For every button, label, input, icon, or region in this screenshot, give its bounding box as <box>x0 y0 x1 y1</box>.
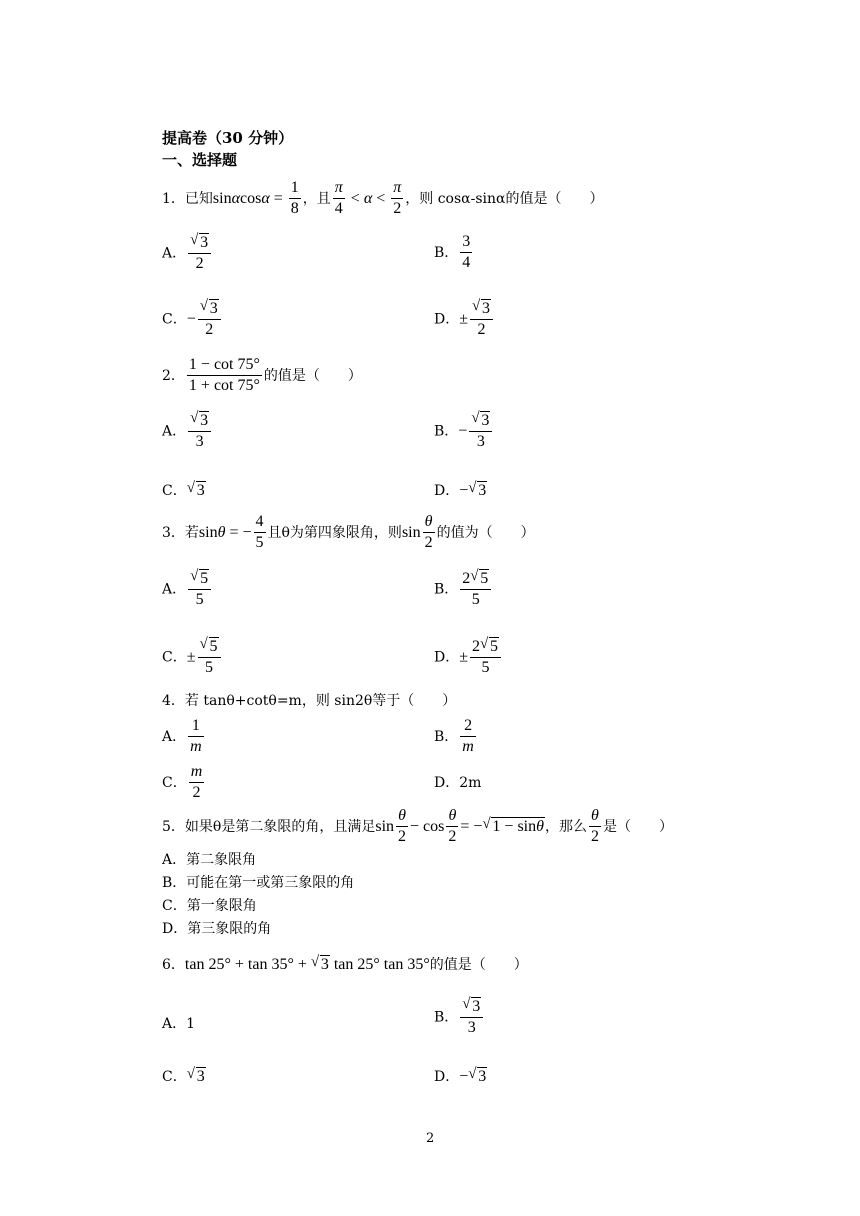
fraction-1-8: $\frac{1}{8}$ <box>290 179 299 218</box>
q2-option-c: C．√ 3 <box>162 480 206 500</box>
q1-option-c: C．− √ $\frac{3}{2}$ <box>162 298 223 341</box>
q5-option-c: C．第一象限角 <box>162 898 257 914</box>
q2-option-d: D．−√ 3 <box>434 480 487 500</box>
question-5: 5．如果θ是第二象限的角，且满足sin $\frac{\theta}{2}$ − cos $\frac{\theta}{2}$ = −√ 1 − sinθ，那么 $\frac{\theta}{2}$ 是（ ） <box>162 806 673 848</box>
q4-option-c: C． $\frac{m}{2}$ <box>162 763 203 802</box>
q4-option-b: B． $\frac{2}{m}$ <box>434 717 474 756</box>
question-3: 3．若sinθ = − $\frac{4}{5}$ 且θ为第四象限角，则sin $\frac{\theta}{2}$ 的值为（ ） <box>162 512 535 554</box>
q3-option-c: C．± √ $\frac{5}{5}$ <box>162 636 223 679</box>
q6-option-c: C．√ 3 <box>162 1066 206 1086</box>
fraction-4-5: $\frac{4}{5}$ <box>255 513 264 552</box>
q2-option-a: A． √ $\frac{3}{3}$ <box>162 410 213 453</box>
question-2: 2． $\frac{1 - \cot 75^\circ}{1 + \cot 75^\circ}$ 的值是（ ） <box>162 355 362 397</box>
section-heading: 一、选择题 <box>162 151 238 169</box>
q3-option-a: A． √ $\frac{5}{5}$ <box>162 568 213 611</box>
fraction-pi-2: $\frac{\pi}{2}$ <box>393 179 402 218</box>
q3-option-d: D．± $\frac{2√ 5}{5}$ <box>434 636 503 679</box>
q5-option-b: B．可能在第一或第三象限的角 <box>162 875 355 891</box>
q2-option-b: B．− √ $\frac{3}{3}$ <box>434 410 494 453</box>
q1-option-d: D．± √ $\frac{3}{2}$ <box>434 298 495 341</box>
fraction-cot75: $\frac{1 - \cot 75^\circ}{1 + \cot 75^\circ}$ <box>188 356 260 395</box>
q6-option-a: A．1 <box>162 1016 196 1032</box>
fraction-pi-4: $\frac{\pi}{4}$ <box>334 179 343 218</box>
q1-option-b: B． $\frac{3}{4}$ <box>434 233 471 272</box>
question-6: 6．tan 25° + tan 35° + √ 3 tan 25° tan 35°的值是（ ） <box>162 955 528 974</box>
q5-option-a: A．第二象限角 <box>162 852 257 868</box>
fraction-theta-2: $\frac{\theta}{2}$ <box>424 513 433 552</box>
page-number: 2 <box>426 1131 435 1146</box>
q6-option-b: B． √ $\frac{3}{3}$ <box>434 996 485 1039</box>
question-1: 1．已知sinαcosα = $\frac{1}{8}$ ，且 $\frac{\pi}{4}$ < α < $\frac{\pi}{2}$ ，则 cosα-sinα的值是（ ） <box>162 178 604 220</box>
q4-option-d: D．2m <box>434 775 482 791</box>
q4-option-a: A． $\frac{1}{m}$ <box>162 717 202 756</box>
q6-option-d: D．−√ 3 <box>434 1066 487 1086</box>
question-4: 4．若 tanθ+cotθ=m，则 sin2θ等于（ ） <box>162 693 457 709</box>
q3-option-b: B． $\frac{2√ 5}{5}$ <box>434 568 493 611</box>
page-title: 提高卷（30 分钟） <box>162 129 294 147</box>
formula-sin-cos: sinαcosα = <box>212 189 287 207</box>
q1-option-a: A． √ $\frac{3}{2}$ <box>162 232 213 275</box>
q5-option-d: D．第三象限的角 <box>162 921 272 937</box>
